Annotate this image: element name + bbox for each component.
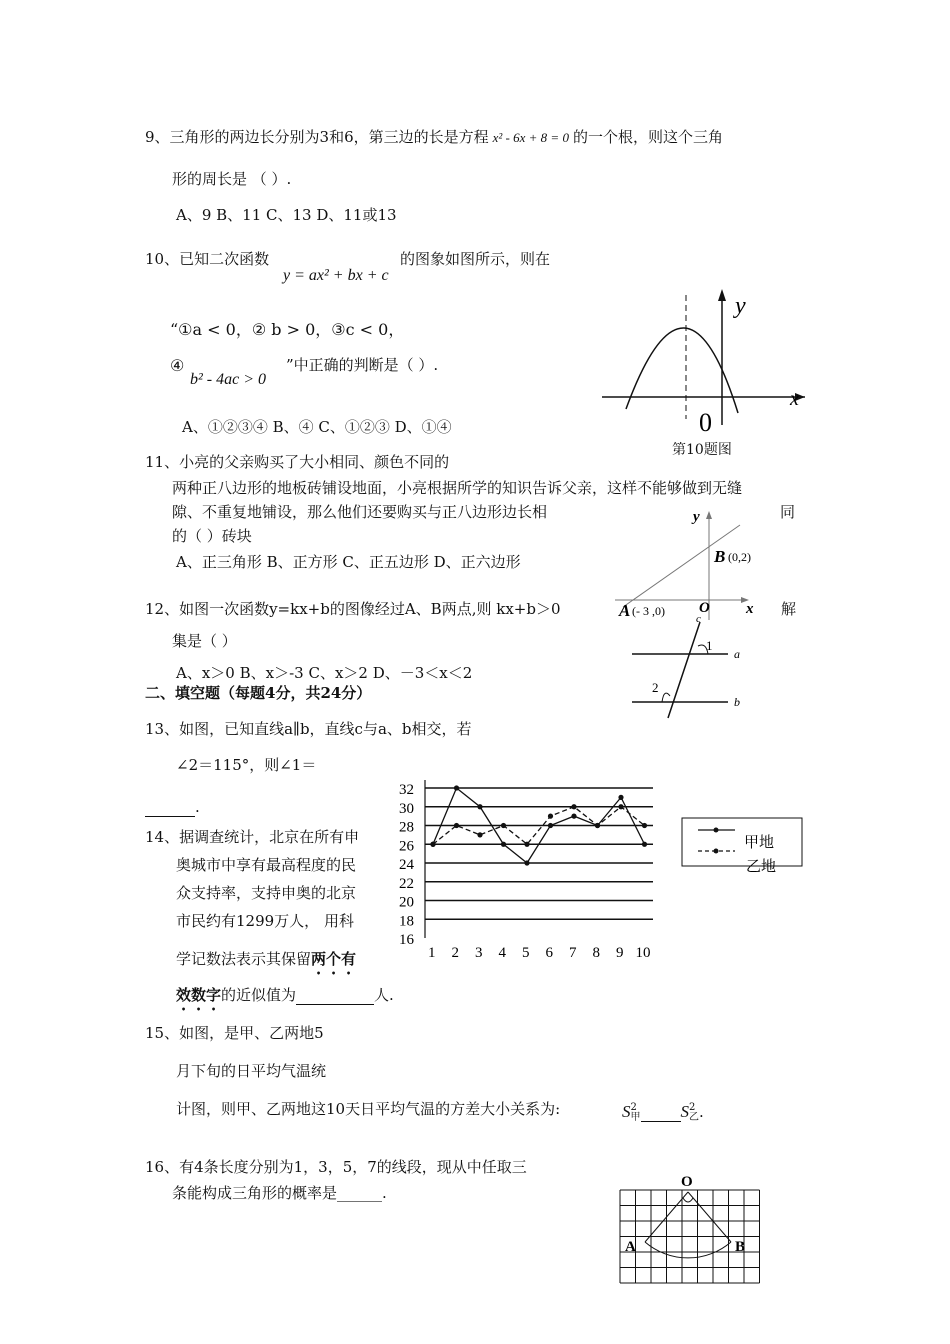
chart-x-tick-label: 8 <box>592 945 600 961</box>
q13-answer-line <box>145 798 200 817</box>
q15-end: . <box>699 1103 704 1121</box>
chart-point-series1 <box>501 842 506 847</box>
q10-label-origin: 0 <box>699 408 712 437</box>
q15-line2: 月下旬的日平均气温统 <box>176 1062 327 1080</box>
chart-legend <box>680 816 805 874</box>
chart-y-tick-label: 16 <box>399 932 414 948</box>
q10-options: A、①②③④ B、④ C、①②③ D、①④ <box>182 418 452 436</box>
q13-label-2: 2 <box>652 680 659 695</box>
q15-line1: 15、如图，是甲、乙两地5 <box>145 1024 324 1042</box>
section2-heading: 二、填空题（每题4分，共24分） <box>145 684 372 702</box>
chart-point-series2 <box>477 832 482 837</box>
q11-line2: 两种正八边形的地板砖铺设地面，小亮根据所学的知识告诉父亲，这样不能够做到无缝 <box>172 479 743 497</box>
q9-line2: 形的周长是 （ ）. <box>172 170 292 188</box>
q12-line1-tail: 解 <box>781 600 797 618</box>
q15-sub-jia: 甲 <box>630 1112 641 1123</box>
chart-y-tick-label: 22 <box>399 875 414 892</box>
q11-line4: 的（ ）砖块 <box>172 527 252 545</box>
legend-box <box>682 818 802 866</box>
q16-label-a: A <box>625 1239 636 1255</box>
q10-line3-expr: b² - 4ac > 0 <box>190 371 267 388</box>
q13-label-a: a <box>734 647 740 661</box>
q15-sub-yi: 乙 <box>689 1112 699 1123</box>
q14-line3: 众支持率，支持申奥的北京 <box>176 884 357 902</box>
q12-label-b-coord: (0,2) <box>728 550 751 564</box>
q10-function: y = ax² + bx + c <box>283 267 389 284</box>
chart-point-series1 <box>642 842 647 847</box>
q15-s-yi: S <box>680 1102 689 1121</box>
q10-line3-post: ”中正确的判断是（ ）. <box>286 356 439 374</box>
q14-line5-text: 学记数法表示其保留 <box>176 950 312 968</box>
chart-point-series1 <box>618 795 623 800</box>
q12-label-y: y <box>693 509 700 525</box>
chart-point-series1 <box>477 804 482 809</box>
chart-point-series2 <box>454 823 459 828</box>
chart-point-series1 <box>524 860 529 865</box>
q10-parabola-curve <box>626 328 738 413</box>
q14-emphasis-2: 效数字 <box>176 986 222 1004</box>
chart-point-series1 <box>454 785 459 790</box>
q12-options: A、x＞0 B、x＞-3 C、x＞2 D、－3＜x＜2 <box>176 664 473 682</box>
q10-caption: 第10题图 <box>672 442 732 458</box>
q13-blank[interactable] <box>145 798 195 817</box>
chart-point-series2 <box>642 823 647 828</box>
q12-y-arrow <box>706 511 712 519</box>
sector-radius-ob <box>688 1192 731 1242</box>
q15-blank[interactable] <box>641 1103 681 1122</box>
q13-angle2-arc <box>662 693 670 702</box>
q10-line1-post: 的图象如图所示，则在 <box>400 250 551 268</box>
chart-point-series1 <box>571 814 576 819</box>
chart-x-tick-label: 9 <box>616 945 624 961</box>
chart-point-series1 <box>548 823 553 828</box>
q12-line <box>623 525 740 607</box>
q13-label-b: b <box>734 695 740 709</box>
chart-point-series2 <box>501 823 506 828</box>
legend-label-yi: 乙地 <box>746 859 777 875</box>
q14-line1: 14、据调查统计，北京在所有申 <box>145 828 360 846</box>
q10-line2: “①a < 0，② b > 0，③c < 0， <box>170 320 405 339</box>
q12-line2: 集是（ ） <box>172 632 237 650</box>
q14-line6 <box>176 986 394 1014</box>
legend-label-jia: 甲地 <box>744 835 775 851</box>
q12-label-a: A <box>619 601 631 620</box>
q13-parallel-lines-figure <box>630 613 770 720</box>
q10-parabola-figure <box>600 285 820 435</box>
chart-point-series2 <box>618 804 623 809</box>
q16-label-b: B <box>735 1239 746 1255</box>
q9-text-pre: 9、三角形的两边长分别为3和6，第三边的长是方程 <box>145 128 489 146</box>
q16-line1: 16、有4条长度分别为1，3，5，7的线段，现从中任取三 <box>145 1158 527 1176</box>
chart-point-series2 <box>595 823 600 828</box>
q14-end: 人. <box>374 986 394 1004</box>
q13-line-c <box>668 622 700 718</box>
sector-angle-mark <box>683 1198 693 1202</box>
q9-options: A、9 B、11 C、13 D、11或13 <box>176 206 397 224</box>
chart-y-tick-label: 30 <box>399 800 414 817</box>
q9-equation: x² - 6x + 8 = 0 <box>492 130 569 145</box>
q11-options: A、正三角形 B、正方形 C、正五边形 D、正六边形 <box>176 553 521 571</box>
chart-point-series2 <box>430 842 435 847</box>
q15-line3: 计图，则甲、乙两地这10天日平均气温的方差大小关系为: <box>176 1100 561 1118</box>
q12-label-a-coord: (- 3 ,0) <box>632 604 665 618</box>
q14-line4: 市民约有1299万人， 用科 <box>176 912 354 930</box>
chart-x-tick-label: 7 <box>569 945 577 961</box>
q13-line2: ∠2＝115°，则∠1＝ <box>176 756 317 774</box>
q15-sup-jia: 2 <box>630 1102 637 1113</box>
q11-line3-tail: 同 <box>780 503 796 521</box>
q11-line3: 隙、不重复地铺设，那么他们还要购买与正八边形边长相 <box>172 503 548 521</box>
chart-y-tick-label: 28 <box>399 819 414 836</box>
chart-point-series2 <box>548 814 553 819</box>
chart-y-tick-label: 18 <box>399 913 414 930</box>
chart-point-series2 <box>524 842 529 847</box>
chart-y-tick-label: 20 <box>399 894 414 911</box>
chart-x-tick-label: 6 <box>545 945 553 961</box>
q13-label-1: 1 <box>706 638 713 653</box>
q14-line6-text: 的近似值为 <box>221 986 297 1004</box>
chart-y-tick-label: 32 <box>399 782 414 798</box>
chart-point-series2 <box>571 804 576 809</box>
q12-linear-figure <box>615 505 765 625</box>
q14-line5 <box>176 950 356 978</box>
q10-line1-pre: 10、已知二次函数 <box>145 250 270 268</box>
q9-text-post: 的一个根，则这个三角 <box>572 128 723 146</box>
q13-line1: 13、如图，已知直线a∥b，直线c与a、b相交，若 <box>145 720 472 738</box>
q12-label-o: O <box>699 600 710 616</box>
q10-y-arrow <box>718 289 726 301</box>
q10-label-x: x <box>790 388 799 410</box>
q15-s-jia: S <box>622 1102 631 1121</box>
q16-line2: 条能构成三角形的概率是______. <box>172 1184 387 1202</box>
chart-x-tick-label: 3 <box>475 945 483 961</box>
chart-x-tick-label: 4 <box>498 945 506 961</box>
q14-emphasis-1: 两个有 <box>311 950 357 968</box>
chart-x-tick-label: 5 <box>522 945 530 961</box>
q14-line2: 奥城市中享有最高程度的民 <box>176 856 357 874</box>
legend-dashed-marker <box>714 849 719 854</box>
grid-lines <box>620 1190 760 1283</box>
q13-blank-end: . <box>195 798 200 816</box>
chart-y-tick-label: 26 <box>399 838 414 855</box>
chart-y-tick-label: 24 <box>399 857 414 873</box>
q12-line1: 12、如图一次函数y=kx+b的图像经过A、B两点,则 kx+b＞0 <box>145 600 561 618</box>
legend-solid-marker <box>714 828 719 833</box>
temperature-line-chart <box>395 772 665 968</box>
chart-x-tick-label: 10 <box>635 945 651 961</box>
q11-line1: 11、小亮的父亲购买了大小相同、颜色不同的 <box>145 453 450 471</box>
q12-label-b: B <box>714 547 726 566</box>
q14-blank[interactable] <box>296 986 374 1005</box>
sector-arc <box>645 1242 731 1258</box>
q12-label-x: x <box>746 601 754 617</box>
chart-x-tick-label: 1 <box>428 945 436 961</box>
q15-sup-yi: 2 <box>689 1102 696 1113</box>
q10-line3-pre: ④ <box>170 356 185 375</box>
q15-variance-comparison <box>622 1102 704 1123</box>
q13-label-c: c <box>696 613 701 625</box>
q10-label-y: y <box>735 293 746 319</box>
q9-line1 <box>145 128 723 146</box>
q16-label-o: O <box>681 1174 693 1190</box>
chart-x-tick-label: 2 <box>451 945 459 961</box>
q16-sector-grid-figure <box>615 1170 765 1282</box>
